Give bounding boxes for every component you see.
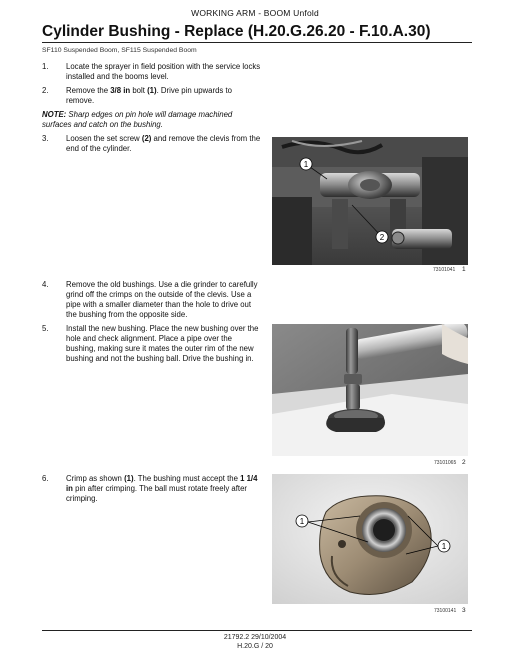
running-header: WORKING ARM - BOOM Unfold [191,8,319,18]
step-4-number: 4. [42,280,49,289]
figure-1-callout-1: 1 [303,160,309,169]
title-rule [42,42,472,43]
step-5-number: 5. [42,324,49,333]
page-title: Cylinder Bushing - Replace (H.20.G.26.20 - F.10.A.30) [42,23,431,40]
figure-1-number: 1 [462,266,466,273]
step-6-number: 6. [42,474,49,483]
step-1-text: Locate the sprayer in field position with the service locks installed and the booms level. [66,62,261,81]
step-1-number: 1. [42,62,49,71]
footer-doc-id: 21792.2 29/10/2004 [223,634,287,641]
step-6-text: Crimp as shown (1). The bushing must accept the 1 1/4 in pin after crimping. The ball must rotate freely after crimping. [66,474,258,503]
figure-2-code: 73101065 [434,460,457,466]
step-2-number: 2. [42,86,49,95]
figure-2-bushing-photo [272,324,468,456]
figure-3-number: 3 [462,607,466,614]
figure-3-callout-left: 1 [299,517,305,526]
step-2-text: Remove the 3/8 in bolt (1). Drive pin upwards to remove. [66,86,232,105]
figure-3-crimp-photo [272,474,468,604]
figure-1-cylinder-photo [272,137,468,265]
step-3-text: Loosen the set screw (2) and remove the clevis from the end of the cylinder. [66,134,261,153]
step-4-text: Remove the old bushings. Use a die grinder to carefully grind off the crimps on the outside of the clevis. Use a pipe with a smaller diameter than the hole to drive out the bushing from the opposite side. [66,280,258,319]
figure-1-code: 73101041 [433,267,456,273]
figure-3-code: 73100141 [434,608,457,614]
figure-1-callout-2: 2 [379,233,385,242]
step-5-text: Install the new bushing. Place the new bushing over the hole and check alignment. Place a pipe over the bushing, making sure it mates the outer rim of the new bushing and not the bushing ball. Drive the bushing in. [66,324,259,363]
figure-3-callout-right: 1 [441,542,447,551]
step-3-number: 3. [42,134,49,143]
warning-note: NOTE: Sharp edges on pin hole will damage machined surfaces and catch on the bushing. [42,110,233,129]
footer-rule [42,630,472,631]
figure-2-number: 2 [462,459,466,466]
applicability-subtitle: SF110 Suspended Boom, SF115 Suspended Boom [42,47,197,54]
footer-page-number: H.20.G / 20 [237,643,273,650]
